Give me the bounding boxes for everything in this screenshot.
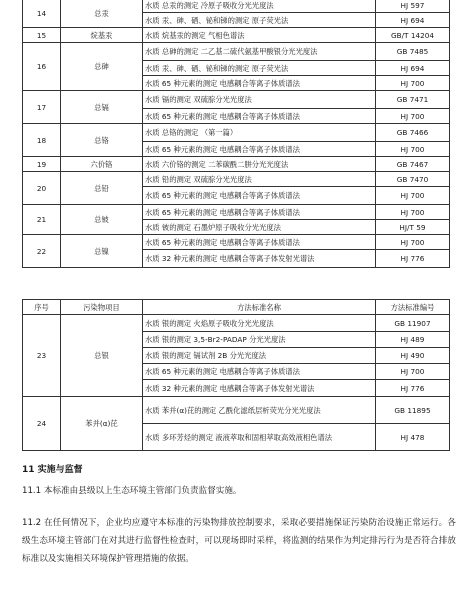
row-number: 23 bbox=[23, 315, 61, 397]
method-name: 水质 汞、砷、硒、铋和锑的测定 原子荧光法 bbox=[143, 61, 376, 76]
method-name: 水质 镉的测定 双硫腙分光光度法 bbox=[143, 91, 376, 109]
method-standard-number: HJ 597 bbox=[376, 0, 450, 13]
pollutant-item: 总铍 bbox=[61, 205, 143, 235]
method-standard-number: HJ 700 bbox=[376, 142, 450, 157]
method-name: 水质 银的测定 火焰原子吸收分光光度法 bbox=[143, 315, 376, 332]
table-row bbox=[23, 28, 450, 43]
pollutant-item: 总镉 bbox=[61, 91, 143, 124]
method-name: 水质 烷基汞的测定 气相色谱法 bbox=[143, 28, 376, 43]
method-name: 水质 65 种元素的测定 电感耦合等离子体质谱法 bbox=[143, 109, 376, 124]
method-standard-number: HJ 700 bbox=[376, 235, 450, 250]
pollutant-item: 苯并(α)芘 bbox=[61, 397, 143, 451]
row-number: 20 bbox=[23, 172, 61, 205]
method-standard-number: GB 7471 bbox=[376, 91, 450, 109]
method-standard-number: HJ 776 bbox=[376, 250, 450, 268]
pollutant-item: 总铬 bbox=[61, 124, 143, 157]
pollutant-item: 六价铬 bbox=[61, 157, 143, 172]
pollutant-item: 总砷 bbox=[61, 43, 143, 91]
method-standard-number: GB 11907 bbox=[376, 315, 450, 332]
pollutant-item: 总汞 bbox=[61, 0, 143, 28]
row-number: 19 bbox=[23, 157, 61, 172]
method-standard-number: HJ 700 bbox=[376, 187, 450, 205]
pollutant-item: 总铅 bbox=[61, 172, 143, 205]
table-row bbox=[23, 235, 450, 250]
table-row bbox=[23, 172, 450, 187]
section-heading: 11 实施与监督 bbox=[22, 465, 83, 475]
method-name: 水质 苯并(α)芘的测定 乙酰化滤纸层析荧光分光光度法 bbox=[143, 397, 376, 424]
pollutant-item: 总银 bbox=[61, 315, 143, 397]
method-name: 水质 65 种元素的测定 电感耦合等离子体质谱法 bbox=[143, 187, 376, 205]
method-standard-number: GB 11895 bbox=[376, 397, 450, 424]
method-name: 水质 银的测定 3,5-Br2-PADAP 分光光度法 bbox=[143, 332, 376, 348]
table-row bbox=[23, 43, 450, 61]
method-name: 水质 铅的测定 双硫腙分光光度法 bbox=[143, 172, 376, 187]
table-row bbox=[23, 315, 450, 332]
method-standard-number: GB 7467 bbox=[376, 157, 450, 172]
method-name: 水质 总汞的测定 冷原子吸收分光光度法 bbox=[143, 0, 376, 13]
method-name: 水质 汞、砷、硒、铋和锑的测定 原子荧光法 bbox=[143, 13, 376, 28]
method-name: 水质 65 种元素的测定 电感耦合等离子体质谱法 bbox=[143, 142, 376, 157]
table-row bbox=[23, 91, 450, 109]
paragraph-11-2: 11.2 在任何情况下，企业均应遵守本标准的污染物排放控制要求，采取必要措施保证污染防治设施正常运行。各级生态环境主管部门在对其进行监督性检查时，可以现场即时采样，将监测的结果作为判定排污行为是否符合排放标准以及实施相关环境保护管理措施的依据。 bbox=[22, 518, 456, 564]
method-name: 水质 65 种元素的测定 电感耦合等离子体质谱法 bbox=[143, 235, 376, 250]
table-row bbox=[23, 0, 450, 13]
row-number: 17 bbox=[23, 91, 61, 124]
method-name: 水质 总砷的测定 二乙基二硫代氨基甲酸银分光光度法 bbox=[143, 43, 376, 61]
header-item: 污染物项目 bbox=[61, 300, 143, 315]
pollutant-item: 总镍 bbox=[61, 235, 143, 268]
row-number: 18 bbox=[23, 124, 61, 157]
method-name: 水质 六价铬的测定 二苯碳酰二肼分光光度法 bbox=[143, 157, 376, 172]
pollutant-item: 烷基汞 bbox=[61, 28, 143, 43]
row-number: 14 bbox=[23, 0, 61, 28]
method-standard-number: HJ 700 bbox=[376, 76, 450, 91]
method-standard-number: HJ 776 bbox=[376, 380, 450, 397]
table-row bbox=[23, 397, 450, 424]
method-standard-number: GB 7485 bbox=[376, 43, 450, 61]
method-name: 水质 32 种元素的测定 电感耦合等离子体发射光谱法 bbox=[143, 250, 376, 268]
method-name: 水质 总铬的测定 （第一篇） bbox=[143, 124, 376, 142]
row-number: 15 bbox=[23, 28, 61, 43]
table-header-row bbox=[23, 300, 450, 315]
method-name: 水质 多环芳烃的测定 液液萃取和固相萃取高效液相色谱法 bbox=[143, 424, 376, 451]
method-standard-number: HJ 489 bbox=[376, 332, 450, 348]
header-no: 序号 bbox=[23, 300, 61, 315]
method-name: 水质 65 种元素的测定 电感耦合等离子体质谱法 bbox=[143, 364, 376, 380]
paragraph-11-1: 11.1 本标准由县级以上生态环境主管部门负责监督实施。 bbox=[22, 486, 242, 496]
header-std: 方法标准编号 bbox=[376, 300, 450, 315]
standards-table-continued bbox=[22, 0, 450, 268]
row-number: 16 bbox=[23, 43, 61, 91]
method-standard-number: HJ 694 bbox=[376, 61, 450, 76]
row-number: 22 bbox=[23, 235, 61, 268]
method-standard-number: HJ 694 bbox=[376, 13, 450, 28]
method-standard-number: GB/T 14204 bbox=[376, 28, 450, 43]
method-standard-number: HJ 700 bbox=[376, 109, 450, 124]
method-name: 水质 银的测定 镉试剂 2B 分光光度法 bbox=[143, 348, 376, 364]
method-name: 水质 65 种元素的测定 电感耦合等离子体质谱法 bbox=[143, 76, 376, 91]
method-name: 水质 32 种元素的测定 电感耦合等离子体发射光谱法 bbox=[143, 380, 376, 397]
table-row bbox=[23, 205, 450, 220]
method-name: 水质 铍的测定 石墨炉原子吸收分光光度法 bbox=[143, 220, 376, 235]
method-standard-number: HJ 490 bbox=[376, 348, 450, 364]
method-name: 水质 65 种元素的测定 电感耦合等离子体质谱法 bbox=[143, 205, 376, 220]
row-number: 24 bbox=[23, 397, 61, 451]
method-standard-number: HJ 700 bbox=[376, 364, 450, 380]
method-standard-number: HJ 700 bbox=[376, 205, 450, 220]
method-standard-number: GB 7470 bbox=[376, 172, 450, 187]
standards-table bbox=[22, 299, 450, 451]
method-standard-number: HJ/T 59 bbox=[376, 220, 450, 235]
table-row bbox=[23, 124, 450, 142]
table-row bbox=[23, 157, 450, 172]
row-number: 21 bbox=[23, 205, 61, 235]
header-method: 方法标准名称 bbox=[143, 300, 376, 315]
method-standard-number: HJ 478 bbox=[376, 424, 450, 451]
method-standard-number: GB 7466 bbox=[376, 124, 450, 142]
